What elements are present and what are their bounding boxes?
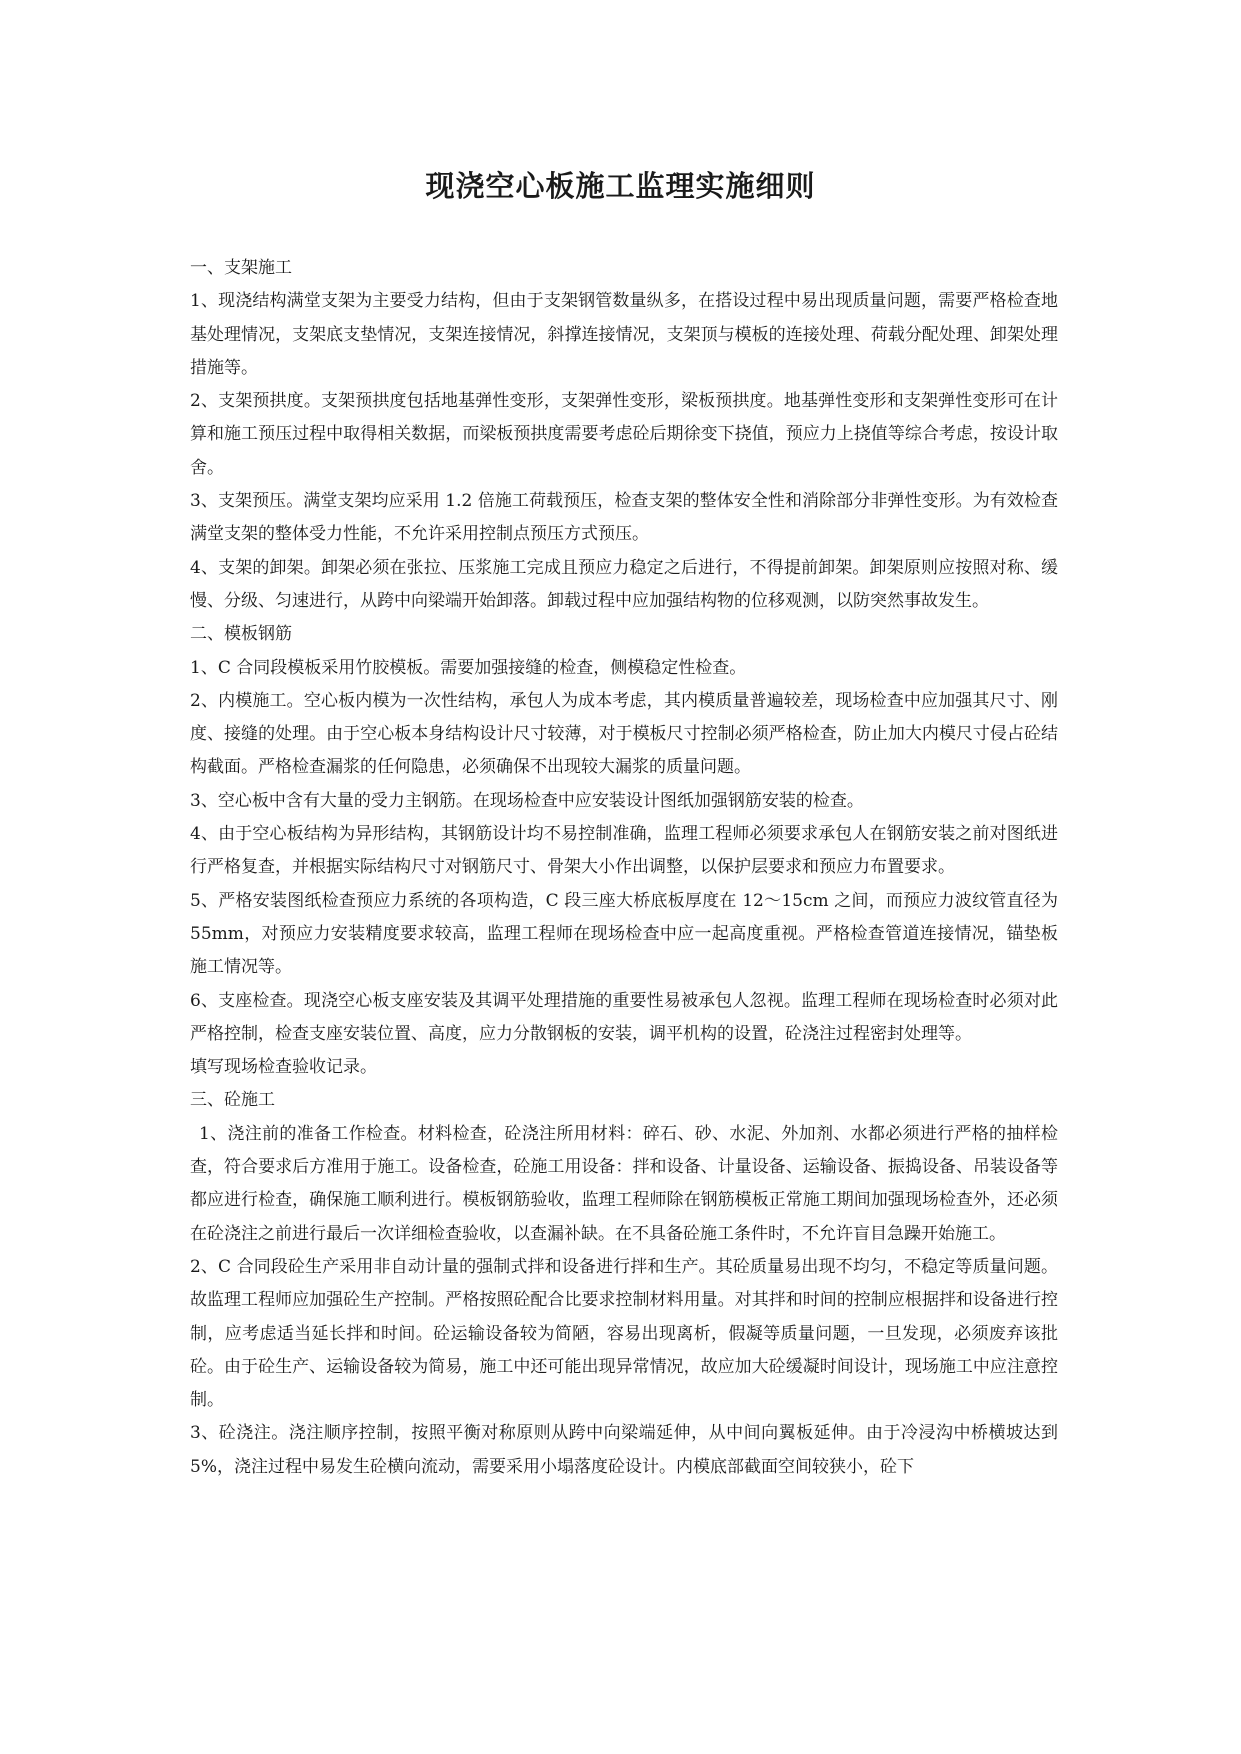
paragraph: 填写现场检查验收记录。	[190, 1057, 377, 1078]
paragraph: 2、支架预拱度。支架预拱度包括地基弹性变形，支架弹性变形，梁板预拱度。地基弹性变形和支架弹性变形可在计算和施工预压过程中取得相关数据，而梁板预拱度需要考虑砼后期徐变下挠值，预应力上挠值等综合考虑，按设计取舍。	[190, 391, 1058, 478]
paragraph: 1、现浇结构满堂支架为主要受力结构，但由于支架钢管数量纵多，在搭设过程中易出现质量问题，需要严格检查地基处理情况，支架底支垫情况，支架连接情况，斜撑连接情况，支架顶与模板的连接处理、荷载分配处理、卸架处理措施等。	[190, 291, 1058, 378]
paragraph: 3、空心板中含有大量的受力主钢筋。在现场检查中应安装设计图纸加强钢筋安装的检查。	[190, 790, 864, 811]
section-heading-2: 二、模板钢筋	[190, 624, 292, 645]
paragraph: 2、C 合同段砼生产采用非自动计量的强制式拌和设备进行拌和生产。其砼质量易出现不均匀，不稳定等质量问题。故监理工程师应加强砼生产控制。严格按照砼配合比要求控制材料用量。对其拌和时间的控制应根据拌和设备进行控制，应考虑适当延长拌和时间。砼运输设备较为简陋，容易出现离析，假凝等质量问题，一旦发现，必须废弃该批砼。由于砼生产、运输设备较为简易，施工中还可能出现异常情况，故应加大砼缓凝时间设计，现场施工中应注意控制。	[190, 1256, 1058, 1411]
paragraph: 1、浇注前的准备工作检查。材料检查，砼浇注所用材料：碎石、砂、水泥、外加剂、水都必须进行严格的抽样检查，符合要求后方准用于施工。设备检查，砼施工用设备：拌和设备、计量设备、运输设备、振捣设备、吊装设备等都应进行检查，确保施工顺利进行。模板钢筋验收，监理工程师除在钢筋模板正常施工期间加强现场检查外，还必须在砼浇注之前进行最后一次详细检查验收，以查漏补缺。在不具备砼施工条件时，不允许盲目急躁开始施工。	[190, 1123, 1058, 1244]
section-heading-3: 三、砼施工	[190, 1090, 275, 1111]
paragraph: 2、内模施工。空心板内模为一次性结构，承包人为成本考虑，其内模质量普遍较差，现场检查中应加强其尺寸、刚度、接缝的处理。由于空心板本身结构设计尺寸较薄，对于模板尺寸控制必须严格检查，防止加大内模尺寸侵占砼结构截面。严格检查漏浆的任何隐患，必须确保不出现较大漏浆的质量问题。	[190, 690, 1058, 778]
document-title: 现浇空心板施工监理实施细则	[425, 169, 816, 203]
paragraph: 3、砼浇注。浇注顺序控制，按照平衡对称原则从跨中向梁端延伸，从中间向翼板延伸。由于冷浸沟中桥横坡达到 5%，浇注过程中易发生砼横向流动，需要采用小塌落度砼设计。内模底部截面空间较狭小，砼下	[190, 1423, 1058, 1477]
paragraph: 4、由于空心板结构为异形结构，其钢筋设计均不易控制准确，监理工程师必须要求承包人在钢筋安装之前对图纸进行严格复查，并根据实际结构尺寸对钢筋尺寸、骨架大小作出调整，以保护层要求和预应力布置要求。	[190, 824, 1058, 878]
paragraph: 5、严格安装图纸检查预应力系统的各项构造，C 段三座大桥底板厚度在 12～15cm 之间，而预应力波纹管直径为 55mm，对预应力安装精度要求较高，监理工程师在现场检查中应一起高度重视。严格检查管道连接情况，锚垫板施工情况等。	[190, 890, 1058, 978]
paragraph: 3、支架预压。满堂支架均应采用 1.2 倍施工荷载预压，检查支架的整体安全性和消除部分非弹性变形。为有效检查满堂支架的整体受力性能，不允许采用控制点预压方式预压。	[190, 491, 1058, 545]
paragraph: 1、C 合同段模板采用竹胶模板。需要加强接缝的检查，侧模稳定性检查。	[190, 657, 747, 678]
paragraph: 6、支座检查。现浇空心板支座安装及其调平处理措施的重要性易被承包人忽视。监理工程师在现场检查时必须对此严格控制，检查支座安装位置、高度，应力分散钢板的安装，调平机构的设置，砼浇注过程密封处理等。	[190, 990, 1058, 1044]
document-body	[190, 252, 1058, 1484]
paragraph: 4、支架的卸架。卸架必须在张拉、压浆施工完成且预应力稳定之后进行，不得提前卸架。卸架原则应按照对称、缓慢、分级、匀速进行，从跨中向梁端开始卸落。卸载过程中应加强结构物的位移观测，以防突然事故发生。	[190, 557, 1058, 611]
section-heading-1: 一、支架施工	[190, 258, 292, 278]
